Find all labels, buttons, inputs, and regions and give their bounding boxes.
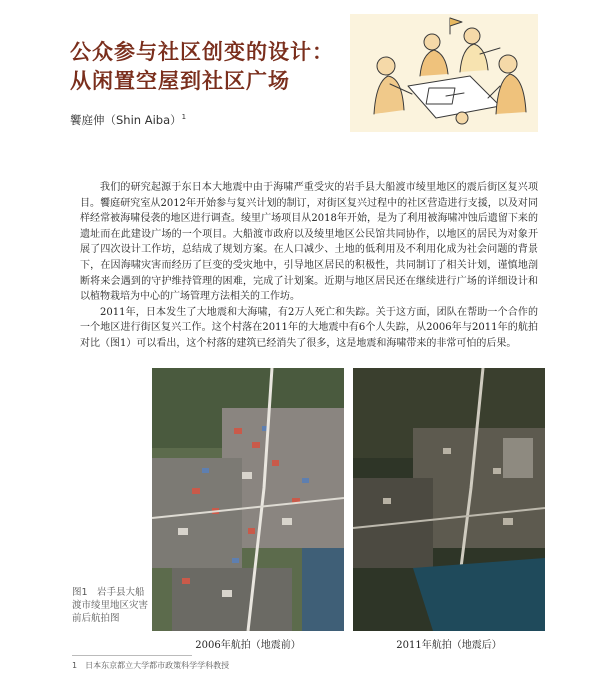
aerial-photo-2006 [152, 368, 344, 631]
article-title [70, 38, 360, 96]
title-line-1: 公众参与社区创变的设计： [70, 40, 334, 64]
figure-label: 图1 岩手县大船渡市绫里地区灾害前后航拍图 [72, 587, 149, 624]
caption-2011: 2011年航拍（地震后） [396, 640, 502, 651]
body-paragraph-1: 我们的研究起源于东日本大地震中由于海啸严重受灾的岩手县大船渡市绫里地区的震后街区复兴项目。饗庭研究室从2012年开始参与复兴计划的制订，对街区复兴过程中的社区营造进行支援，以及对同样经常被海啸侵袭的地区进行调查。绫里广场项目从2018年开始，是为了利用被海啸冲蚀后遗留下来的遗址而在此建设广场的一个项目。大船渡市政府以及绫里地区公民馆共同协作，以地区的居民为对象开展了四次设计工作坊，总结成了规划方案。在人口减少、土地的低利用及不利用化成为社会问题的背景下，在因海啸灾害而经历了巨变的受灾地中，引导地区居民的积极性，共同制订了相关计划，谨慎地剖断将来会遇到的守护维持管理的困难，完成了计划案。近期与地区居民还在继续进行广场的详细设计和以植物栽培为中心的广场管理方法相关的工作坊。 [80, 182, 538, 303]
author-name [70, 112, 186, 128]
workshop-sketch-illustration [350, 14, 538, 132]
title-line-2: 从闲置空屋到社区广场 [70, 69, 290, 93]
body-paragraph-2: 2011年，日本发生了大地震和大海啸，有2万人死亡和失踪。关于这方面，团队在帮助一个合作的一个地区进行街区复兴工作。这个村落在2011年的大地震中有6个人失踪，从2006年与2011年的航拍对比（图1）可以看出，这个村落的建筑已经消失了很多，这是地震和海啸带来的非常可怕的后果。 [80, 306, 538, 349]
footnote-divider [72, 655, 192, 656]
footnote: 1 日本东京都立大学都市政策科学学科教授 [72, 661, 230, 670]
author-footnote-mark: 1 [181, 113, 187, 122]
aerial-photo-2011 [353, 368, 545, 631]
caption-2006: 2006年航拍（地震前） [195, 640, 301, 651]
article-body [80, 180, 538, 352]
author-text: 饗庭伸（Shin Aiba） [70, 113, 182, 127]
